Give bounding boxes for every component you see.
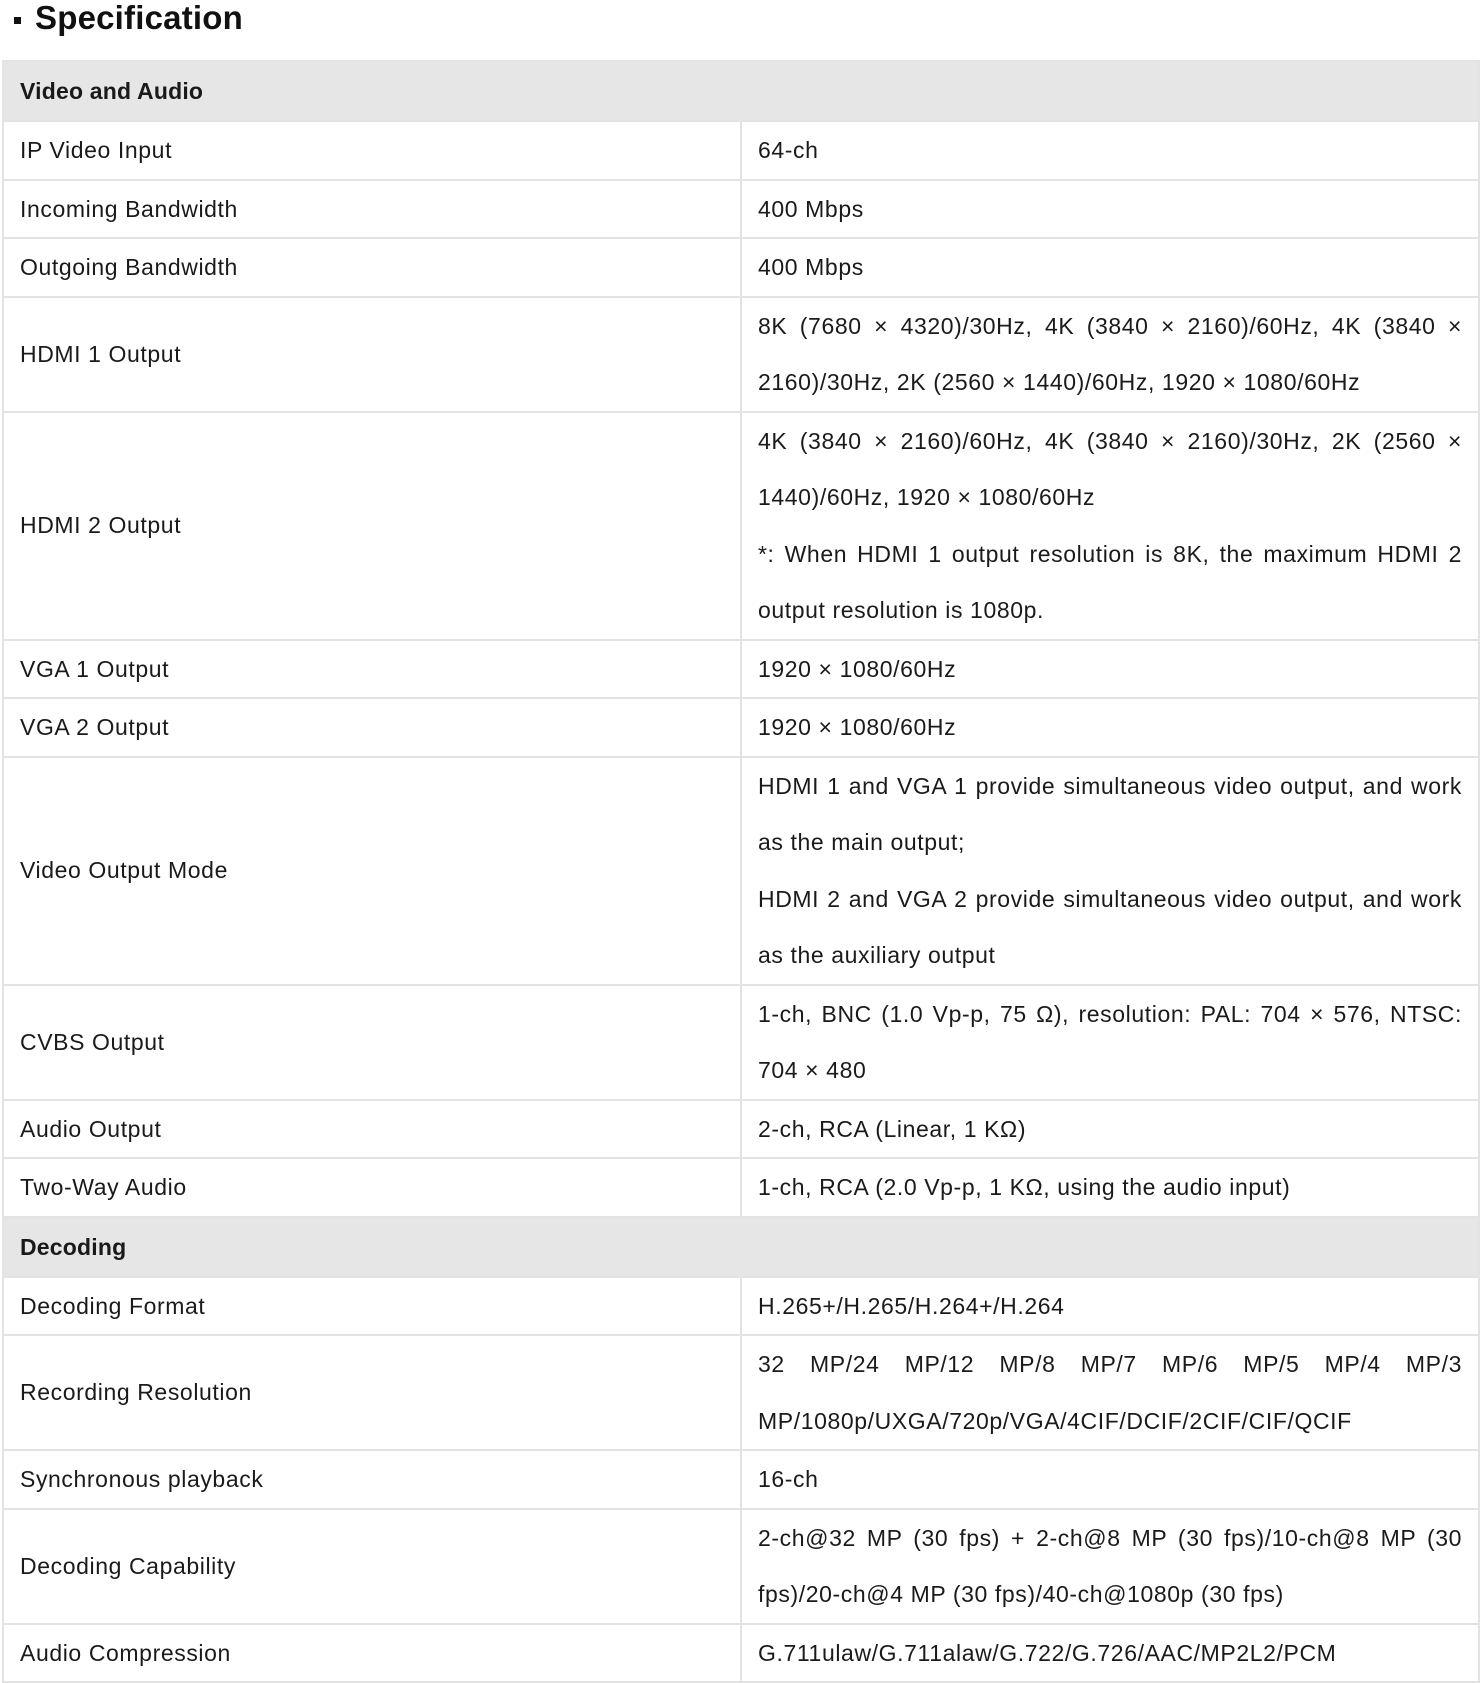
spec-row-cvbs-output [3,985,1479,1100]
spec-label: Synchronous playback [3,1450,741,1509]
spec-label: Audio Output [3,1100,741,1159]
spec-row-two-way-audio [3,1158,1479,1217]
spec-value: H.265+/H.265/H.264+/H.264 [741,1277,1479,1336]
spec-value: 16-ch [741,1450,1479,1509]
spec-value: 400 Mbps [741,238,1479,297]
section-title: Decoding [3,1217,1479,1277]
spec-value-line: HDMI 2 and VGA 2 provide simultaneous video output, and work as the auxiliary output [758,885,1462,968]
spec-value: 8K (7680 × 4320)/30Hz, 4K (3840 × 2160)/60Hz, 4K (3840 × 2160)/30Hz, 2K (2560 × 1440)/60Hz, 1920 × 1080/60Hz [741,297,1479,412]
spec-row-decoding-capability [3,1509,1479,1624]
spec-label: Decoding Format [3,1277,741,1336]
spec-value: 400 Mbps [741,180,1479,239]
spec-row-ip-video-input [3,121,1479,180]
spec-label: HDMI 1 Output [3,297,741,412]
spec-value: 1-ch, RCA (2.0 Vp-p, 1 KΩ, using the audio input) [741,1158,1479,1217]
spec-value-line: HDMI 1 and VGA 1 provide simultaneous video output, and work as the main output; [758,772,1462,855]
spec-label: Outgoing Bandwidth [3,238,741,297]
spec-value-note: *: When HDMI 1 output resolution is 8K, the maximum HDMI 2 output resolution is 1080p. [758,540,1462,623]
spec-value: 1920 × 1080/60Hz [741,698,1479,757]
section-title: Video and Audio [3,61,1479,121]
spec-value: 64-ch [741,121,1479,180]
spec-row-hdmi2-output [3,412,1479,640]
spec-row-incoming-bandwidth [3,180,1479,239]
spec-label: Video Output Mode [3,757,741,985]
spec-label: VGA 1 Output [3,640,741,699]
spec-row-vga2-output [3,698,1479,757]
spec-value: 32 MP/24 MP/12 MP/8 MP/7 MP/6 MP/5 MP/4 MP/3 MP/1080p/UXGA/720p/VGA/4CIF/DCIF/2CIF/CIF/QCIF [741,1335,1479,1450]
spec-value: 2-ch, RCA (Linear, 1 KΩ) [741,1100,1479,1159]
spec-label: VGA 2 Output [3,698,741,757]
spec-row-hdmi1-output [3,297,1479,412]
spec-row-video-output-mode [3,757,1479,985]
spec-value [741,757,1479,985]
square-bullet-icon [14,17,21,24]
spec-label: Two-Way Audio [3,1158,741,1217]
spec-label: CVBS Output [3,985,741,1100]
spec-value: G.711ulaw/G.711alaw/G.722/G.726/AAC/MP2L2/PCM [741,1624,1479,1683]
spec-label: Incoming Bandwidth [3,180,741,239]
spec-value-line: 4K (3840 × 2160)/60Hz, 4K (3840 × 2160)/30Hz, 2K (2560 × 1440)/60Hz, 1920 × 1080/60Hz [758,427,1462,510]
spec-value: 2-ch@32 MP (30 fps) + 2-ch@8 MP (30 fps)/10-ch@8 MP (30 fps)/20-ch@4 MP (30 fps)/40-ch@1080p (30 fps) [741,1509,1479,1624]
specification-table [2,60,1480,1683]
spec-value: 1-ch, BNC (1.0 Vp-p, 75 Ω), resolution: PAL: 704 × 576, NTSC: 704 × 480 [741,985,1479,1100]
spec-row-audio-compression [3,1624,1479,1683]
section-header-decoding [3,1217,1479,1277]
spec-label: IP Video Input [3,121,741,180]
spec-row-vga1-output [3,640,1479,699]
spec-label: Recording Resolution [3,1335,741,1450]
page-title-text: Specification [35,0,243,36]
spec-row-decoding-format [3,1277,1479,1336]
page-title [14,0,243,42]
spec-label: Audio Compression [3,1624,741,1683]
spec-row-audio-output [3,1100,1479,1159]
spec-label: HDMI 2 Output [3,412,741,640]
spec-row-recording-resolution [3,1335,1479,1450]
spec-row-outgoing-bandwidth [3,238,1479,297]
spec-value [741,412,1479,640]
spec-value: 1920 × 1080/60Hz [741,640,1479,699]
section-header-video-audio [3,61,1479,121]
spec-label: Decoding Capability [3,1509,741,1624]
